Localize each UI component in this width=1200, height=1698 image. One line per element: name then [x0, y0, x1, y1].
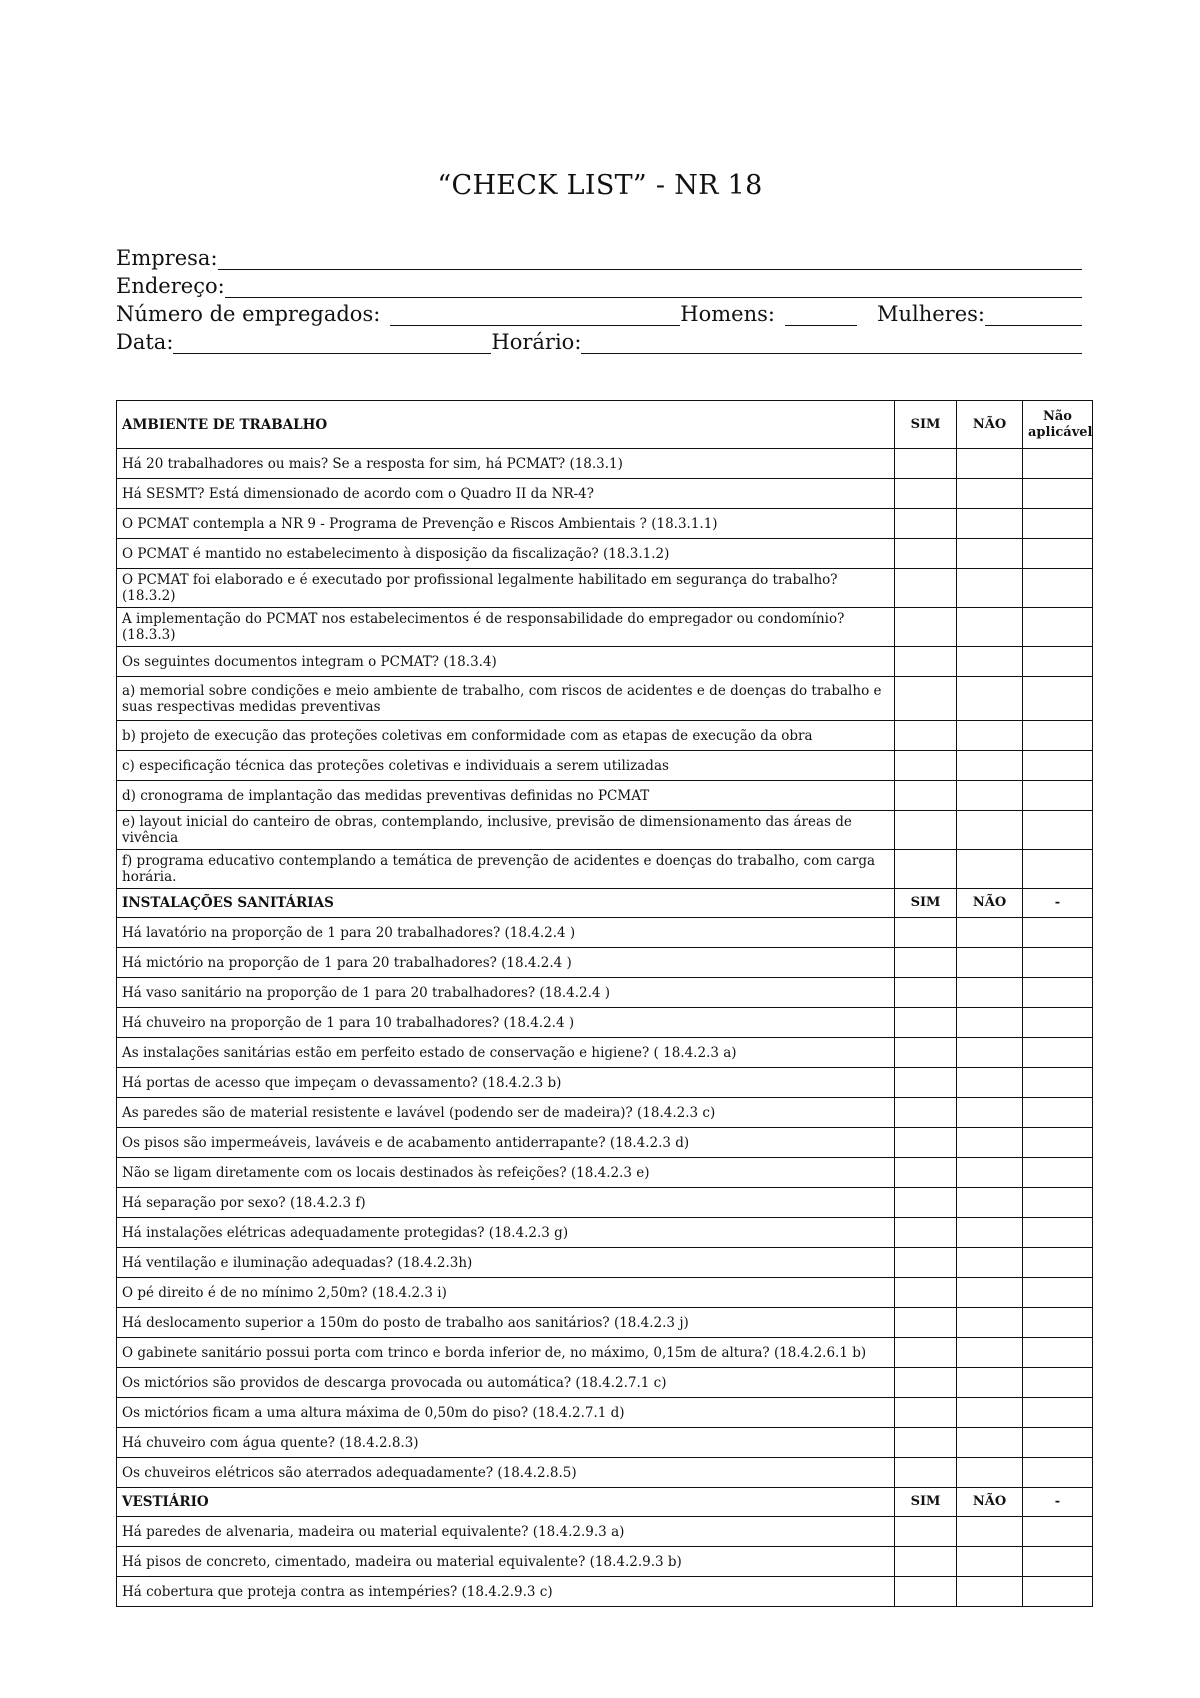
- endereco-label: Endereço:: [116, 274, 225, 298]
- answer-nao-cell[interactable]: [957, 1128, 1023, 1158]
- answer-sim-cell[interactable]: [895, 811, 957, 850]
- answer-nao-cell[interactable]: [957, 1068, 1023, 1098]
- answer-nao-cell[interactable]: [957, 978, 1023, 1008]
- answer-nao-cell[interactable]: [957, 1248, 1023, 1278]
- answer-nao-cell[interactable]: [957, 948, 1023, 978]
- question-text: c) especificação técnica das proteções coletivas e individuais a serem utilizadas: [117, 751, 895, 781]
- answer-nao-aplicavel-cell[interactable]: [1023, 811, 1093, 850]
- answer-nao-cell[interactable]: [957, 1368, 1023, 1398]
- answer-sim-cell[interactable]: [895, 1038, 957, 1068]
- checklist-row: [117, 1248, 1093, 1278]
- answer-sim-cell[interactable]: [895, 677, 957, 721]
- answer-nao-aplicavel-cell[interactable]: [1023, 1008, 1093, 1038]
- checklist-row: [117, 647, 1093, 677]
- section-header-row: [117, 401, 1093, 449]
- question-text: A implementação do PCMAT nos estabelecimentos é de responsabilidade do empregador ou condomínio? (18.3.3): [117, 608, 895, 647]
- answer-nao-aplicavel-cell[interactable]: [1023, 1218, 1093, 1248]
- answer-nao-aplicavel-cell[interactable]: [1023, 677, 1093, 721]
- mulheres-field[interactable]: [985, 305, 1082, 326]
- question-text: Os mictórios são providos de descarga provocada ou automática? (18.4.2.7.1 c): [117, 1368, 895, 1398]
- answer-nao-cell[interactable]: [957, 1218, 1023, 1248]
- answer-sim-cell[interactable]: [895, 781, 957, 811]
- horario-field[interactable]: [581, 333, 1082, 354]
- checklist-row: [117, 978, 1093, 1008]
- column-header-nao: NÃO: [957, 401, 1023, 449]
- section-header-row: [117, 1488, 1093, 1517]
- answer-nao-cell[interactable]: [957, 1188, 1023, 1218]
- answer-nao-aplicavel-cell[interactable]: [1023, 1398, 1093, 1428]
- column-header-nao: NÃO: [957, 889, 1023, 918]
- answer-nao-cell[interactable]: [957, 509, 1023, 539]
- answer-nao-aplicavel-cell[interactable]: [1023, 1158, 1093, 1188]
- checklist-row: [117, 479, 1093, 509]
- question-text: Há vaso sanitário na proporção de 1 para 20 trabalhadores? (18.4.2.4 ): [117, 978, 895, 1008]
- data-field[interactable]: [173, 333, 491, 354]
- answer-nao-aplicavel-cell[interactable]: [1023, 948, 1093, 978]
- section-title: INSTALAÇÕES SANITÁRIAS: [117, 889, 895, 918]
- question-text: Há instalações elétricas adequadamente protegidas? (18.4.2.3 g): [117, 1218, 895, 1248]
- num-empregados-field[interactable]: [390, 305, 680, 326]
- checklist-row: [117, 721, 1093, 751]
- answer-nao-aplicavel-cell[interactable]: [1023, 479, 1093, 509]
- question-text: As paredes são de material resistente e lavável (podendo ser de madeira)? (18.4.2.3 c): [117, 1098, 895, 1128]
- answer-nao-cell[interactable]: [957, 918, 1023, 948]
- checklist-row: [117, 1517, 1093, 1547]
- question-text: Há separação por sexo? (18.4.2.3 f): [117, 1188, 895, 1218]
- answer-nao-aplicavel-cell[interactable]: [1023, 569, 1093, 608]
- answer-nao-cell[interactable]: [957, 1338, 1023, 1368]
- question-text: Há portas de acesso que impeçam o devassamento? (18.4.2.3 b): [117, 1068, 895, 1098]
- question-text: Há chuveiro na proporção de 1 para 10 trabalhadores? (18.4.2.4 ): [117, 1008, 895, 1038]
- question-text: Há paredes de alvenaria, madeira ou material equivalente? (18.4.2.9.3 a): [117, 1517, 895, 1547]
- answer-sim-cell[interactable]: [895, 1517, 957, 1547]
- answer-sim-cell[interactable]: [895, 1368, 957, 1398]
- answer-sim-cell[interactable]: [895, 539, 957, 569]
- checklist-row: [117, 449, 1093, 479]
- answer-sim-cell[interactable]: [895, 1008, 957, 1038]
- answer-sim-cell[interactable]: [895, 1098, 957, 1128]
- answer-nao-cell[interactable]: [957, 1577, 1023, 1607]
- checklist-row: [117, 1098, 1093, 1128]
- answer-sim-cell[interactable]: [895, 1218, 957, 1248]
- checklist-row: [117, 1308, 1093, 1338]
- question-text: Há cobertura que proteja contra as intempéries? (18.4.2.9.3 c): [117, 1577, 895, 1607]
- answer-sim-cell[interactable]: [895, 1068, 957, 1098]
- column-header-nao-aplicavel: -: [1023, 1488, 1093, 1517]
- question-text: f) programa educativo contemplando a temática de prevenção de acidentes e doenças do trabalho, com carga horária.: [117, 850, 895, 889]
- question-text: Não se ligam diretamente com os locais destinados às refeições? (18.4.2.3 e): [117, 1158, 895, 1188]
- checklist-row: [117, 539, 1093, 569]
- answer-nao-aplicavel-cell[interactable]: [1023, 751, 1093, 781]
- checklist-row: [117, 751, 1093, 781]
- answer-nao-aplicavel-cell[interactable]: [1023, 850, 1093, 889]
- answer-nao-aplicavel-cell[interactable]: [1023, 1038, 1093, 1068]
- checklist-row: [117, 1338, 1093, 1368]
- answer-sim-cell[interactable]: [895, 1128, 957, 1158]
- answer-nao-cell[interactable]: [957, 479, 1023, 509]
- checklist-row: [117, 850, 1093, 889]
- checklist-row: [117, 1398, 1093, 1428]
- answer-sim-cell[interactable]: [895, 1458, 957, 1488]
- checklist-row: [117, 1278, 1093, 1308]
- checklist-row: [117, 1068, 1093, 1098]
- num-empregados-label: Número de empregados:: [116, 302, 381, 326]
- answer-nao-cell[interactable]: [957, 1428, 1023, 1458]
- question-text: Os pisos são impermeáveis, laváveis e de acabamento antiderrapante? (18.4.2.3 d): [117, 1128, 895, 1158]
- answer-nao-cell[interactable]: [957, 721, 1023, 751]
- checklist-row: [117, 1428, 1093, 1458]
- homens-field[interactable]: [785, 305, 857, 326]
- checklist-row: [117, 811, 1093, 850]
- checklist-row: [117, 948, 1093, 978]
- answer-nao-cell[interactable]: [957, 1098, 1023, 1128]
- answer-sim-cell[interactable]: [895, 647, 957, 677]
- answer-nao-cell[interactable]: [957, 1038, 1023, 1068]
- answer-nao-aplicavel-cell[interactable]: [1023, 1248, 1093, 1278]
- checklist-row: [117, 1218, 1093, 1248]
- checklist-row: [117, 1547, 1093, 1577]
- answer-sim-cell[interactable]: [895, 608, 957, 647]
- answer-sim-cell[interactable]: [895, 1158, 957, 1188]
- answer-nao-aplicavel-cell[interactable]: [1023, 509, 1093, 539]
- answer-nao-aplicavel-cell[interactable]: [1023, 1547, 1093, 1577]
- checklist-row: [117, 1188, 1093, 1218]
- answer-nao-cell[interactable]: [957, 1398, 1023, 1428]
- section-header-row: [117, 889, 1093, 918]
- checklist-row: [117, 918, 1093, 948]
- section-title: VESTIÁRIO: [117, 1488, 895, 1517]
- answer-nao-cell[interactable]: [957, 1158, 1023, 1188]
- answer-sim-cell[interactable]: [895, 1577, 957, 1607]
- header-fields: [116, 242, 1082, 354]
- answer-nao-aplicavel-cell[interactable]: [1023, 1068, 1093, 1098]
- question-text: d) cronograma de implantação das medidas preventivas definidas no PCMAT: [117, 781, 895, 811]
- answer-nao-cell[interactable]: [957, 1458, 1023, 1488]
- question-text: As instalações sanitárias estão em perfeito estado de conservação e higiene? ( 18.4.2.3 a): [117, 1038, 895, 1068]
- answer-nao-aplicavel-cell[interactable]: [1023, 918, 1093, 948]
- question-text: a) memorial sobre condições e meio ambiente de trabalho, com riscos de acidentes e de doenças do trabalho e suas respectivas medidas preventivas: [117, 677, 895, 721]
- answer-nao-cell[interactable]: [957, 677, 1023, 721]
- answer-sim-cell[interactable]: [895, 1338, 957, 1368]
- homens-label: Homens:: [680, 302, 775, 326]
- question-text: Há SESMT? Está dimensionado de acordo com o Quadro II da NR-4?: [117, 479, 895, 509]
- answer-sim-cell[interactable]: [895, 948, 957, 978]
- horario-label: Horário:: [491, 330, 582, 354]
- question-text: b) projeto de execução das proteções coletivas em conformidade com as etapas de execução da obra: [117, 721, 895, 751]
- question-text: O PCMAT é mantido no estabelecimento à disposição da fiscalização? (18.3.1.2): [117, 539, 895, 569]
- question-text: Há chuveiro com água quente? (18.4.2.8.3): [117, 1428, 895, 1458]
- question-text: Os mictórios ficam a uma altura máxima de 0,50m do piso? (18.4.2.7.1 d): [117, 1398, 895, 1428]
- answer-nao-aplicavel-cell[interactable]: [1023, 539, 1093, 569]
- answer-sim-cell[interactable]: [895, 751, 957, 781]
- answer-sim-cell[interactable]: [895, 509, 957, 539]
- answer-nao-cell[interactable]: [957, 1547, 1023, 1577]
- question-text: Há lavatório na proporção de 1 para 20 trabalhadores? (18.4.2.4 ): [117, 918, 895, 948]
- answer-nao-cell[interactable]: [957, 539, 1023, 569]
- answer-nao-aplicavel-cell[interactable]: [1023, 1128, 1093, 1158]
- empresa-row: [116, 242, 1082, 270]
- checklist-row: [117, 509, 1093, 539]
- answer-nao-cell[interactable]: [957, 1517, 1023, 1547]
- answer-sim-cell[interactable]: [895, 1398, 957, 1428]
- column-header-sim: SIM: [895, 401, 957, 449]
- answer-nao-cell[interactable]: [957, 569, 1023, 608]
- empresa-field[interactable]: [218, 249, 1082, 270]
- question-text: Há deslocamento superior a 150m do posto de trabalho aos sanitários? (18.4.2.3 j): [117, 1308, 895, 1338]
- answer-nao-aplicavel-cell[interactable]: [1023, 1338, 1093, 1368]
- column-header-nao: NÃO: [957, 1488, 1023, 1517]
- question-text: O pé direito é de no mínimo 2,50m? (18.4.2.3 i): [117, 1278, 895, 1308]
- answer-sim-cell[interactable]: [895, 721, 957, 751]
- answer-sim-cell[interactable]: [895, 1547, 957, 1577]
- answer-nao-aplicavel-cell[interactable]: [1023, 1278, 1093, 1308]
- answer-nao-aplicavel-cell[interactable]: [1023, 1368, 1093, 1398]
- column-header-nao-aplicavel: -: [1023, 889, 1093, 918]
- question-text: Há mictório na proporção de 1 para 20 trabalhadores? (18.4.2.4 ): [117, 948, 895, 978]
- endereco-row: [116, 270, 1082, 298]
- mulheres-label: Mulheres:: [876, 302, 985, 326]
- checklist-row: [117, 1038, 1093, 1068]
- checklist-row: [117, 1128, 1093, 1158]
- answer-nao-aplicavel-cell[interactable]: [1023, 1428, 1093, 1458]
- answer-nao-cell[interactable]: [957, 1278, 1023, 1308]
- answer-sim-cell[interactable]: [895, 1188, 957, 1218]
- answer-nao-cell[interactable]: [957, 1008, 1023, 1038]
- answer-nao-cell[interactable]: [957, 751, 1023, 781]
- empresa-label: Empresa:: [116, 246, 218, 270]
- page-title: “CHECK LIST” - NR 18: [437, 170, 763, 201]
- checklist-row: [117, 1008, 1093, 1038]
- question-text: O PCMAT foi elaborado e é executado por profissional legalmente habilitado em segurança do trabalho? (18.3.2): [117, 569, 895, 608]
- answer-nao-aplicavel-cell[interactable]: [1023, 1308, 1093, 1338]
- question-text: Os seguintes documentos integram o PCMAT? (18.3.4): [117, 647, 895, 677]
- answer-nao-cell[interactable]: [957, 811, 1023, 850]
- question-text: Há ventilação e iluminação adequadas? (18.4.2.3h): [117, 1248, 895, 1278]
- checklist-row: [117, 781, 1093, 811]
- column-header-sim: SIM: [895, 889, 957, 918]
- answer-nao-aplicavel-cell[interactable]: [1023, 1577, 1093, 1607]
- answer-sim-cell[interactable]: [895, 569, 957, 608]
- answer-sim-cell[interactable]: [895, 978, 957, 1008]
- checklist-row: [117, 1368, 1093, 1398]
- section-title: AMBIENTE DE TRABALHO: [117, 401, 895, 449]
- answer-nao-aplicavel-cell[interactable]: [1023, 449, 1093, 479]
- answer-sim-cell[interactable]: [895, 449, 957, 479]
- answer-nao-aplicavel-cell[interactable]: [1023, 647, 1093, 677]
- question-text: Os chuveiros elétricos são aterrados adequadamente? (18.4.2.8.5): [117, 1458, 895, 1488]
- checklist-row: [117, 1158, 1093, 1188]
- checklist-row: [117, 569, 1093, 608]
- question-text: O gabinete sanitário possui porta com trinco e borda inferior de, no máximo, 0,15m de altura? (18.4.2.6.1 b): [117, 1338, 895, 1368]
- answer-sim-cell[interactable]: [895, 479, 957, 509]
- answer-nao-aplicavel-cell[interactable]: [1023, 608, 1093, 647]
- question-text: e) layout inicial do canteiro de obras, contemplando, inclusive, previsão de dimensionamento das áreas de vivência: [117, 811, 895, 850]
- answer-nao-aplicavel-cell[interactable]: [1023, 1098, 1093, 1128]
- column-header-sim: SIM: [895, 1488, 957, 1517]
- answer-nao-cell[interactable]: [957, 449, 1023, 479]
- checklist-row: [117, 608, 1093, 647]
- answer-nao-aplicavel-cell[interactable]: [1023, 1188, 1093, 1218]
- data-label: Data:: [116, 330, 174, 354]
- answer-sim-cell[interactable]: [895, 918, 957, 948]
- answer-nao-cell[interactable]: [957, 781, 1023, 811]
- checklist-row: [117, 1577, 1093, 1607]
- answer-nao-cell[interactable]: [957, 850, 1023, 889]
- answer-nao-cell[interactable]: [957, 647, 1023, 677]
- question-text: Há pisos de concreto, cimentado, madeira ou material equivalente? (18.4.2.9.3 b): [117, 1547, 895, 1577]
- answer-sim-cell[interactable]: [895, 1278, 957, 1308]
- checklist-row: [117, 1458, 1093, 1488]
- answer-nao-cell[interactable]: [957, 608, 1023, 647]
- answer-nao-aplicavel-cell[interactable]: [1023, 1517, 1093, 1547]
- endereco-field[interactable]: [225, 277, 1082, 298]
- answer-nao-aplicavel-cell[interactable]: [1023, 978, 1093, 1008]
- checklist-row: [117, 677, 1093, 721]
- answer-sim-cell[interactable]: [895, 1248, 957, 1278]
- question-text: O PCMAT contempla a NR 9 - Programa de Prevenção e Riscos Ambientais ? (18.3.1.1): [117, 509, 895, 539]
- answer-nao-aplicavel-cell[interactable]: [1023, 721, 1093, 751]
- answer-sim-cell[interactable]: [895, 850, 957, 889]
- empregados-row: [116, 298, 1082, 326]
- checklist-table: [116, 400, 1093, 1607]
- answer-sim-cell[interactable]: [895, 1308, 957, 1338]
- answer-nao-cell[interactable]: [957, 1308, 1023, 1338]
- data-row: [116, 326, 1082, 354]
- answer-nao-aplicavel-cell[interactable]: [1023, 1458, 1093, 1488]
- question-text: Há 20 trabalhadores ou mais? Se a resposta for sim, há PCMAT? (18.3.1): [117, 449, 895, 479]
- answer-sim-cell[interactable]: [895, 1428, 957, 1458]
- column-header-nao-aplicavel: Não aplicável: [1023, 401, 1093, 449]
- answer-nao-aplicavel-cell[interactable]: [1023, 781, 1093, 811]
